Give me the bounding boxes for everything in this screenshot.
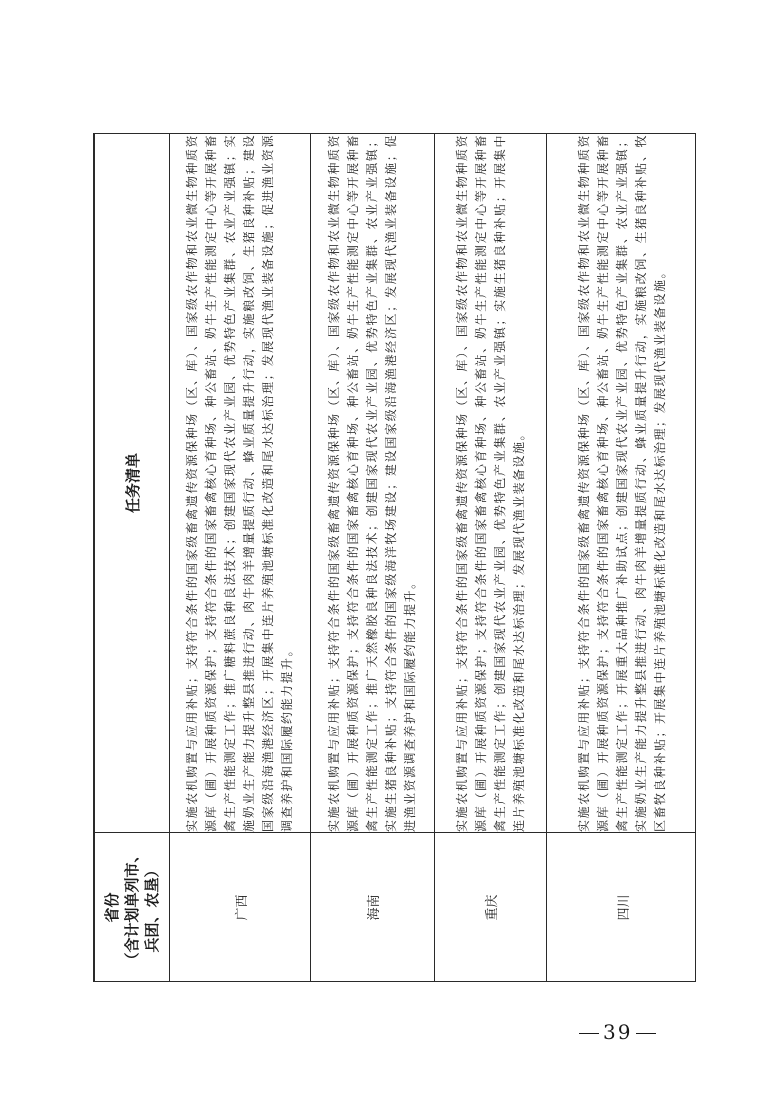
header-province-line2: （含计划单列市、 [123, 847, 141, 968]
header-tasks: 任务清单 [95, 134, 170, 833]
header-province-line1: 省份 [103, 892, 121, 923]
page-number-value: 39 [603, 1020, 633, 1044]
page-number [575, 1020, 660, 1044]
rotated-table-wrapper [94, 134, 696, 982]
table-row [311, 134, 435, 983]
province-cell: 广西 [170, 833, 311, 983]
task-list-table [94, 133, 696, 982]
province-cell: 海南 [311, 833, 435, 983]
table-row [170, 134, 311, 983]
tasks-cell: 实施农机购置与应用补贴；支持符合条件的国家级畜禽遗传资源保种场（区、库）、国家级农作物和农业微生物种质资源库（圃）开展种质资源保护；支持符合条件的国家畜禽核心育种场、种公畜站、奶牛生产性能测定中心等开展种畜禽生产性能测定工作；创建国家现代农业产业园、优势特色产业集群、农业产业强镇；实施生猪良种补贴；开展集中连片养殖池塘标准化改造和尾水达标治理；发展现代渔业装备设施。 [435, 134, 547, 833]
header-province-line3: 兵团、农垦） [143, 862, 161, 953]
header-province [95, 833, 170, 983]
table-row [435, 134, 547, 983]
task-table-frame [93, 133, 696, 982]
province-cell: 四川 [547, 833, 697, 983]
tasks-cell: 实施农机购置与应用补贴；支持符合条件的国家级畜禽遗传资源保种场（区、库）、国家级农作物和农业微生物种质资源库（圃）开展种质资源保护；支持符合条件的国家畜禽核心育种场、种公畜站、奶牛生产性能测定中心等开展种畜禽生产性能测定工作；推广天然橡胶良种良法技术；创建国家现代农业产业园、优势特色产业集群、农业产业强镇；实施生猪良种补贴；支持符合条件的国家级海洋牧场建设；建设国家级沿海渔港经济区；发展现代渔业装备设施；促进渔业资源调查养护和国际履约能力提升。 [311, 134, 435, 833]
dash-right [636, 1033, 656, 1034]
table-header-row [95, 134, 170, 983]
dash-left [579, 1033, 599, 1034]
province-cell: 重庆 [435, 833, 547, 983]
table-row [547, 134, 697, 983]
tasks-cell: 实施农机购置与应用补贴；支持符合条件的国家级畜禽遗传资源保种场（区、库）、国家级农作物和农业微生物种质资源库（圃）开展种质资源保护；支持符合条件的国家畜禽核心育种场、种公畜站、奶牛生产性能测定中心等开展种畜禽生产性能测定工作；推广糖料蔗良种良法技术；创建国家现代农业产业园、优势特色产业集群、农业产业强镇；实施奶业生产能力提升整县推进行动、肉牛肉羊增量提质行动、蜂业质量提升行动，实施粮改饲、生猪良种补贴；建设国家级沿海渔港经济区；开展集中连片养殖池塘标准化改造和尾水达标治理；发展现代渔业装备设施；促进渔业资源调查养护和国际履约能力提升。 [170, 134, 311, 833]
tasks-cell: 实施农机购置与应用补贴；支持符合条件的国家级畜禽遗传资源保种场（区、库）、国家级农作物和农业微生物种质资源库（圃）开展种质资源保护；支持符合条件的国家畜禽核心育种场、种公畜站、奶牛生产性能测定中心等开展种畜禽生产性能测定工作；开展重大品种推广补助试点；创建国家现代农业产业园、优势特色产业集群、农业产业强镇；实施奶业生产能力提升整县推进行动、肉牛肉羊增量提质行动、蜂业质量提升行动，实施粮改饲、生猪良种补贴、牧区畜牧良种补贴；开展集中连片养殖池塘标准化改造和尾水达标治理；发展现代渔业装备设施。 [547, 134, 697, 833]
